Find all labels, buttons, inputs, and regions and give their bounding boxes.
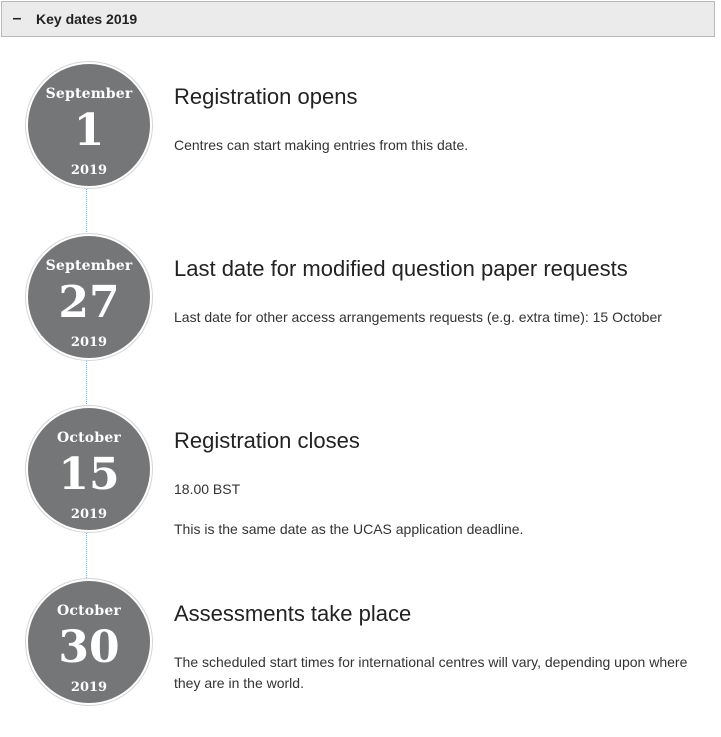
event-description: Centres can start making entries from this date. <box>174 137 469 153</box>
date-year: 2019 <box>70 335 108 350</box>
event-title: Registration closes <box>174 428 360 453</box>
event-description: Last date for other access arrangements requests (e.g. extra time): 15 October <box>174 309 662 325</box>
date-month: October <box>57 430 121 446</box>
date-badge <box>26 406 152 532</box>
date-day: 15 <box>58 449 120 500</box>
collapse-icon[interactable]: – <box>12 10 22 27</box>
date-day: 1 <box>73 105 105 156</box>
event-title: Registration opens <box>174 84 358 109</box>
date-badge <box>26 62 152 188</box>
date-year: 2019 <box>70 163 108 178</box>
accordion-title: Key dates 2019 <box>36 11 138 27</box>
event-description: This is the same date as the UCAS application deadline. <box>174 521 524 537</box>
event-time: 18.00 BST <box>174 481 241 497</box>
date-badge <box>26 579 152 705</box>
event-title: Last date for modified question paper requests <box>174 256 628 281</box>
date-badge <box>26 234 152 360</box>
date-month: October <box>57 603 121 619</box>
date-year: 2019 <box>70 680 108 695</box>
date-year: 2019 <box>70 507 108 522</box>
date-month: September <box>45 258 133 274</box>
date-day: 30 <box>58 622 120 673</box>
event-description: The scheduled start times for international centres will vary, depending upon where they are in the world. <box>174 654 688 691</box>
event-title: Assessments take place <box>174 601 412 626</box>
key-dates-accordion-header[interactable] <box>1 1 715 37</box>
date-day: 27 <box>58 277 120 328</box>
date-month: September <box>45 86 133 102</box>
